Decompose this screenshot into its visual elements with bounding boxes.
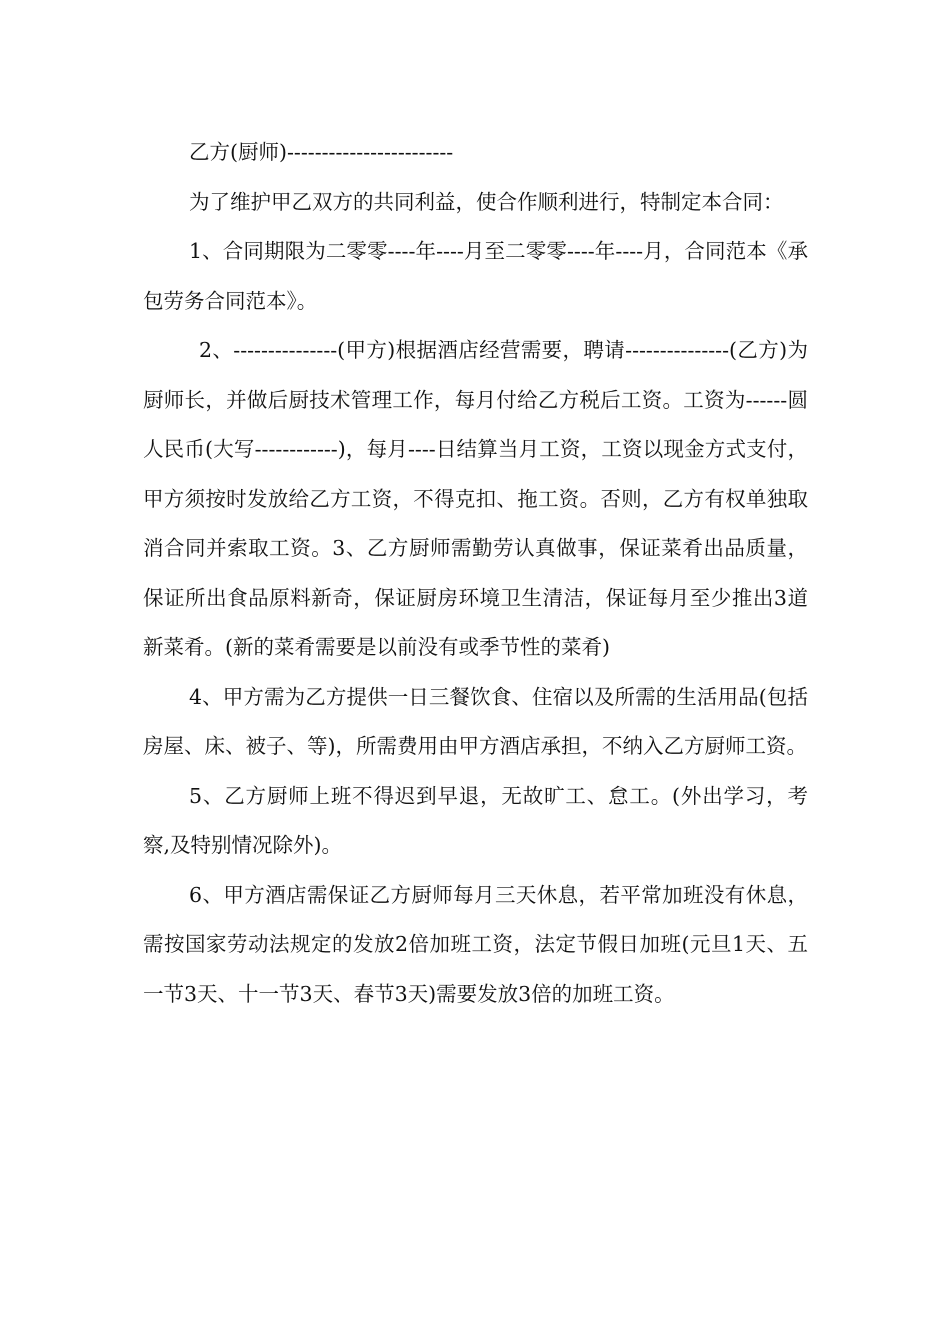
clause-4-paragraph: 4、甲方需为乙方提供一日三餐饮食、住宿以及所需的生活用品(包括房屋、床、被子、等)，所需费用由甲方酒店承担，不纳入乙方厨师工资。: [143, 684, 808, 758]
clause-5-paragraph: 5、乙方厨师上班不得迟到早退，无故旷工、怠工。(外出学习，考察,及特别情况除外)。: [143, 783, 808, 857]
clause-6-paragraph: 6、甲方酒店需保证乙方厨师每月三天休息，若平常加班没有休息，需按国家劳动法规定的发放2倍加班工资，法定节假日加班(元旦1天、五一节3天、十一节3天、春节3天)需要发放3倍的加班工资。: [143, 882, 808, 1006]
intro-paragraph: 为了维护甲乙双方的共同利益，使合作顺利进行，特制定本合同：: [189, 189, 784, 214]
party-b-line: 乙方(厨师)------------------------: [189, 140, 454, 164]
contract-body: [143, 128, 808, 1019]
clause-2-3-paragraph: 2、---------------(甲方)根据酒店经营需要，聘请---------------(乙方)为厨师长，并做后厨技术管理工作，每月付给乙方税后工资。工资为------圆人民币(大写------------)，每月----日结算当月工资，工资以现金方式支付，甲方须按时发放给乙方工资，不得克扣、拖工资。否则，乙方有权单独取消合同并索取工资。3、乙方厨师需勤劳认真做事，保证菜肴出品质量，保证所出食品原料新奇，保证厨房环境卫生清洁，保证每月至少推出3道新菜肴。(新的菜肴需要是以前没有或季节性的菜肴): [143, 338, 808, 659]
clause-1-paragraph: 1、合同期限为二零零----年----月至二零零----年----月，合同范本《承包劳务合同范本》。: [143, 239, 808, 313]
